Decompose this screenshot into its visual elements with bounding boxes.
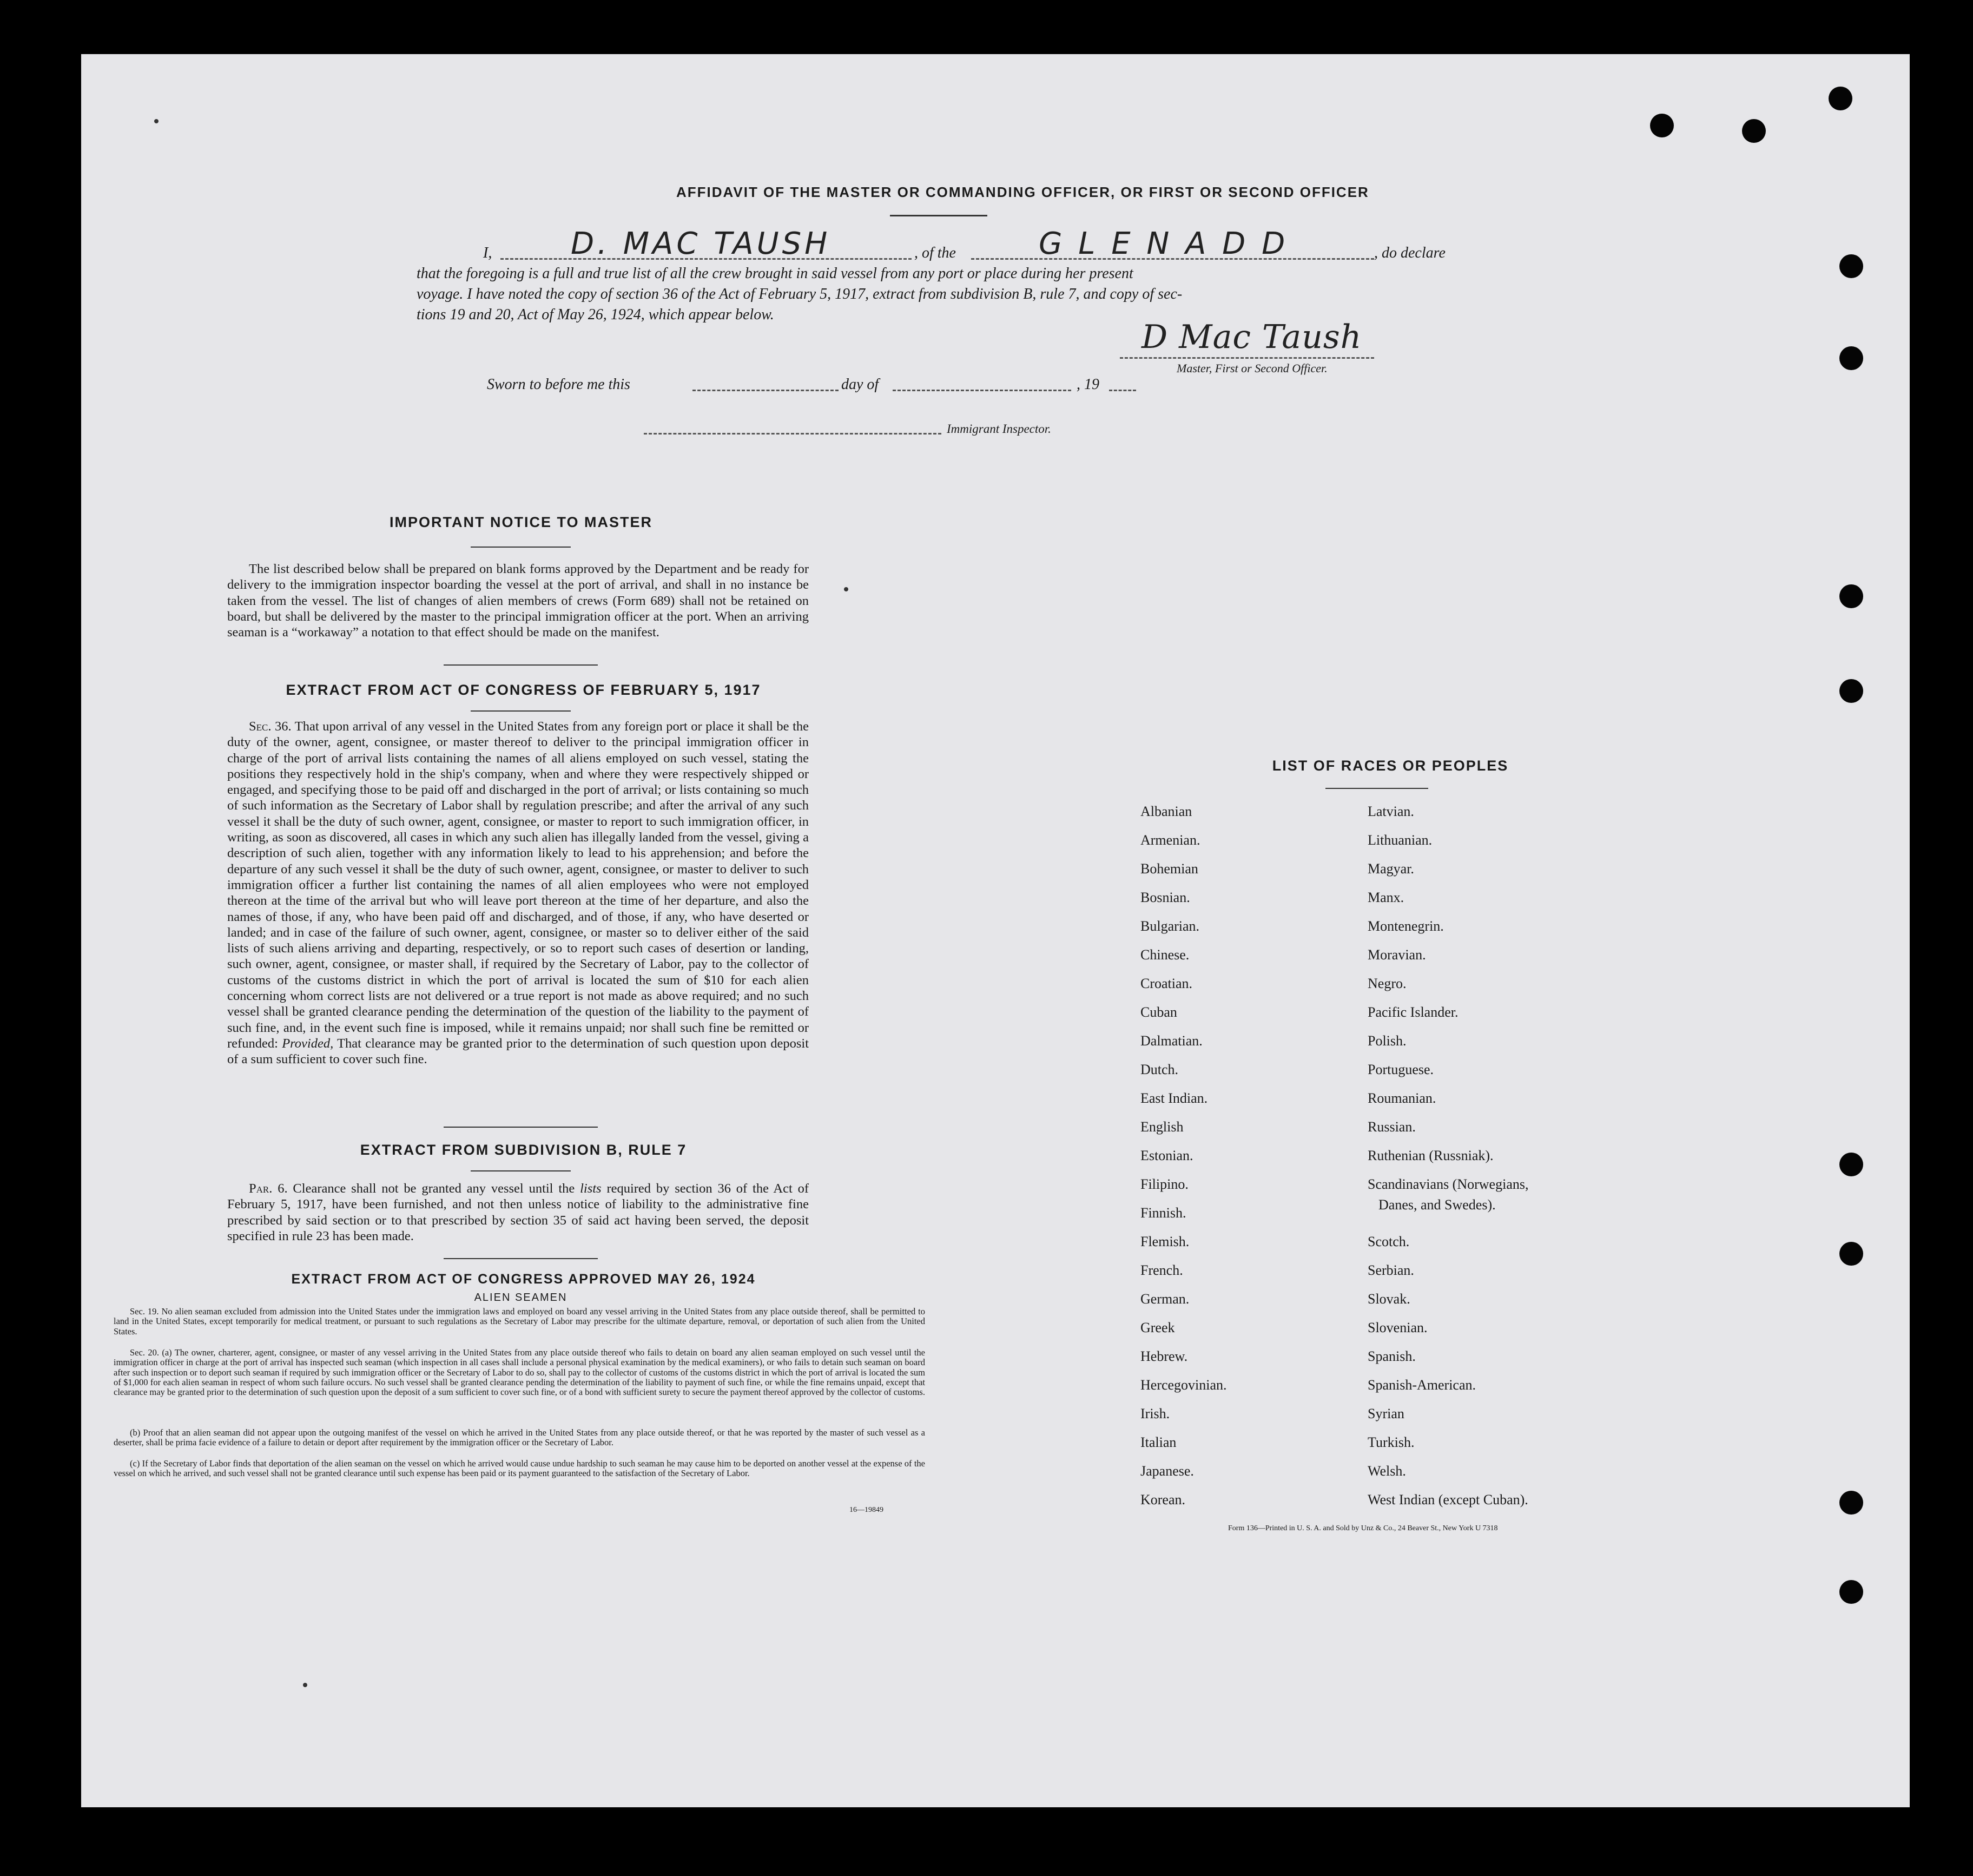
race-item: Flemish.	[1140, 1234, 1190, 1249]
race-item: Finnish.	[1140, 1205, 1186, 1221]
punch-hole	[1829, 87, 1852, 110]
affidavit-title: AFFIDAVIT OF THE MASTER OR COMMANDING OFFICER, OR FIRST OR SECOND OFFICER	[676, 184, 1369, 200]
race-item: English	[1140, 1119, 1184, 1135]
race-item: Albanian	[1140, 804, 1192, 819]
punch-hole	[1839, 346, 1863, 370]
race-item: Bohemian	[1140, 861, 1198, 877]
race-item: Dalmatian.	[1140, 1033, 1203, 1049]
print-code: 16—19849	[849, 1506, 883, 1514]
race-item: Croatian.	[1140, 976, 1193, 991]
race-item: Russian.	[1368, 1119, 1416, 1135]
notice-text: The list described below shall be prepared on blank forms approved by the Department and be ready for delivery to the immigration inspector boarding the vessel at the port of arrival, and shall in no instance be taken from the vessel. The list of changes of alien members of crews (Form 689) shall not be retained on board, but shall be delivered by the master to the principal immigration officer at the port. When an arriving seaman is a “workaway” a notation to that effect should be made on the manifest.	[227, 562, 809, 640]
sec-36-body: That upon arrival of any vessel in the United States from any foreign port or place it shall be the duty of the owner, agent, consignee, or master thereof to deliver to the principal immigration officer in charge of the port of arrival lists containing the names of all aliens employed on such vessel, stating the positions they respectively hold in the ship's company, when and where they were respectively shipped or engaged, and specifying those to be paid off and discharged in the port of arrival; or lists containing so much of such information as the Secretary of Labor shall by regulation prescribe; and after the arrival of any such vessel it shall be the duty of such owner, agent, consignee, or master to report to such immigration officer, in writing, as soon as discovered, all cases in which any such alien has illegally landed from the vessel, giving a description of such alien, together with any information likely to lead to his apprehension; and before the departure of any such vessel it shall be the duty of such owner, agent, consignee, or master to deliver to such immigration officer a further list containing the names of all alien employees who were not employed thereon at the time of the arrival but who will leave port thereon at the time of her departure, and also the names of those, if any, who have been paid off and discharged, and of those, if any, who have deserted or landed; and in case of the failure of such owner, agent, consignee, or master so to deliver either of the said lists of such aliens arriving and departing, respectively, or so to report such cases of desertion or landing, such owner, agent, consignee, or master shall, if required by the Secretary of Labor, pay to the collector of customs of the customs district in which the port of arrival is located the sum of $10 for each alien concerning whom correct lists are not delivered or a true report is not made as above required; and no such vessel shall be granted clearance pending the determination of the question of the liability to the payment of such fine, and, in the event such fine is imposed, while it remains unpaid; nor shall such fine be remitted or refunded:	[227, 719, 809, 1051]
race-item: Polish.	[1368, 1033, 1407, 1049]
race-item: Syrian	[1368, 1406, 1404, 1421]
affidavit-line-3: voyage. I have noted the copy of section 36 of the Act of February 5, 1917, extract from subdivision B, rule 7, and copy of sec-	[417, 286, 1183, 302]
race-item: Slovenian.	[1368, 1320, 1428, 1335]
race-item: Filipino.	[1140, 1176, 1189, 1192]
race-item: Scotch.	[1368, 1234, 1410, 1249]
signature-line	[1120, 357, 1374, 359]
section-divider	[444, 1258, 598, 1259]
race-item: Slovak.	[1368, 1291, 1410, 1307]
vessel-name-handwritten: G L E N A D D	[1039, 226, 1289, 261]
notice-title-rule	[471, 547, 571, 548]
notice-title: IMPORTANT NOTICE TO MASTER	[390, 514, 652, 530]
officer-signature: D Mac Taush	[1141, 318, 1362, 356]
punch-hole	[1839, 679, 1863, 703]
year-label: , 19	[1077, 376, 1099, 393]
section-divider	[444, 1127, 598, 1128]
form-page	[81, 54, 1910, 1807]
race-item: Japanese.	[1140, 1463, 1194, 1479]
lists-word: lists	[580, 1181, 602, 1196]
race-item: Spanish-American.	[1368, 1377, 1476, 1393]
race-item: Latvian.	[1368, 804, 1414, 819]
race-item: Scandinavians (Norwegians,	[1368, 1176, 1529, 1192]
punch-hole	[1839, 254, 1863, 278]
rule-7-text	[227, 1181, 809, 1244]
punch-hole	[1742, 119, 1766, 143]
race-item: Roumanian.	[1368, 1090, 1436, 1106]
punch-hole	[1839, 1153, 1863, 1176]
race-item: Montenegrin.	[1368, 918, 1444, 934]
par-6-body-a: Clearance shall not be granted any vessel until the	[293, 1181, 575, 1196]
race-item: Irish.	[1140, 1406, 1170, 1421]
sec-20b-text: (b) Proof that an alien seaman did not appear upon the outgoing manifest of the vessel on which he arrived in the United States from any place outside thereof, or that he was reported by the master of such vessel as a deserter, shall be prima facie evidence of a failure to detain or deport after requirement by the immigration officer or the Secretary of Labor.	[114, 1427, 925, 1448]
punch-hole	[1839, 1580, 1863, 1604]
race-item: Danes, and Swedes).	[1378, 1197, 1496, 1213]
inspector-line	[644, 433, 941, 435]
race-item: Portuguese.	[1368, 1062, 1434, 1077]
race-item: Spanish.	[1368, 1348, 1416, 1364]
rule-7-title: EXTRACT FROM SUBDIVISION B, RULE 7	[360, 1142, 687, 1158]
race-item: Moravian.	[1368, 947, 1426, 963]
races-title-rule	[1325, 788, 1428, 789]
alien-seamen-subtitle: ALIEN SEAMEN	[474, 1292, 568, 1304]
inspector-caption: Immigrant Inspector.	[947, 422, 1051, 436]
sworn-label: Sworn to before me this	[487, 376, 630, 393]
race-item: Armenian.	[1140, 832, 1200, 848]
act-1917-title-rule	[471, 710, 571, 712]
act-1924-title: EXTRACT FROM ACT OF CONGRESS APPROVED MAY 26, 1924	[291, 1272, 756, 1287]
par-6-body-b: required by section 36 of the Act of February 5, 1917, have been furnished, and not then unless notice of liability to the administrative fine prescribed by said section or to that prescribed by section 35 of said act having been served, the deposit specified in rule 23 has been made.	[227, 1181, 809, 1243]
race-item: Cuban	[1140, 1004, 1177, 1020]
race-item: Welsh.	[1368, 1463, 1406, 1479]
race-item: Bulgarian.	[1140, 918, 1200, 934]
race-item: Dutch.	[1140, 1062, 1179, 1077]
race-item: Ruthenian (Russniak).	[1368, 1148, 1494, 1163]
section-divider	[444, 664, 598, 666]
signature-caption: Master, First or Second Officer.	[1177, 361, 1328, 375]
sec-20c-text: (c) If the Secretary of Labor finds that deportation of the alien seaman on the vessel on which he arrived would cause undue hardship to such seaman he may cause him to be deported on another vessel at the expense of the vessel on which he arrived, and such vessel shall not be granted clearance until such expense has been paid or its payment guaranteed to the satisfaction of the Secretary of Labor.	[114, 1458, 925, 1479]
sec-20a-text: Sec. 20. (a) The owner, charterer, agent, consignee, or master of any vessel arriving in the United States from any place outside thereof who fails to detain on board any alien seaman employed on such vessel until the immigration officer in charge at the port of arrival has inspected such seaman (which inspection in all cases shall include a personal physical examination by the medical examiners), or who fails to detain such seaman on board after such inspection or to deport such seaman if required by such immigration officer or the Secretary of Labor to do so, shall pay to the collector of customs of the customs district in which the port of arrival is located the sum of $1,000 for each alien seaman in respect of whom such failure occurs. No such vessel shall be granted clearance pending the determination of the liability to payment of such fine, or while the fine remains unpaid, except that clearance may be granted prior to the determination of such question upon the deposit of a sum sufficient to cover such fine, or of a bond with sufficient surety to secure the payment thereof approved by the collector of customs.	[114, 1347, 925, 1398]
race-item: Hebrew.	[1140, 1348, 1188, 1364]
punch-hole	[1839, 1491, 1863, 1515]
sec-19-text: Sec. 19. No alien seaman excluded from admission into the United States under the immigration laws and employed on board any vessel arriving in the United States from any place outside thereof, shall be permitted to land in the United States, except temporarily for medical treatment, or pursuant to such regulations as the Secretary of Labor may prescribe for the ultimate departure, removal, or deportation of such alien from the United States.	[114, 1306, 925, 1337]
sec-36-label: Sec. 36.	[249, 719, 292, 734]
race-item: Turkish.	[1368, 1434, 1415, 1450]
race-item: French.	[1140, 1262, 1183, 1278]
race-item: Estonian.	[1140, 1148, 1193, 1163]
race-item: Bosnian.	[1140, 890, 1190, 905]
do-declare-label: , do declare	[1374, 245, 1446, 261]
race-item: West Indian (except Cuban).	[1368, 1492, 1528, 1508]
race-item: Pacific Islander.	[1368, 1004, 1459, 1020]
race-item: Korean.	[1140, 1492, 1186, 1508]
race-item: East Indian.	[1140, 1090, 1208, 1106]
scan-speck	[154, 119, 159, 123]
race-item: Greek	[1140, 1320, 1175, 1335]
race-item: Hercegovinian.	[1140, 1377, 1227, 1393]
act-1917-title: EXTRACT FROM ACT OF CONGRESS OF FEBRUARY 5, 1917	[286, 682, 761, 698]
provided-word: Provided,	[282, 1036, 334, 1051]
race-item: Magyar.	[1368, 861, 1414, 877]
race-item: Negro.	[1368, 976, 1407, 991]
punch-hole	[1650, 114, 1674, 137]
printer-footer: Form 136—Printed in U. S. A. and Sold by Unz & Co., 24 Beaver St., New York U 7318	[1228, 1524, 1498, 1532]
rule-7-title-rule	[471, 1170, 571, 1171]
i-label: I,	[483, 245, 492, 261]
race-item: German.	[1140, 1291, 1190, 1307]
sec-36-body-end: That clearance may be granted prior to the determination of such question upon deposit of a sum sufficient to cover such fine.	[227, 1036, 809, 1067]
race-item: Italian	[1140, 1434, 1177, 1450]
sworn-year-line	[1109, 390, 1136, 391]
master-name-handwritten: D. MAC TAUSH	[571, 226, 831, 261]
race-item: Chinese.	[1140, 947, 1190, 963]
day-of-label: day of	[841, 376, 879, 393]
punch-hole	[1839, 1242, 1863, 1266]
affidavit-line-4: tions 19 and 20, Act of May 26, 1924, which appear below.	[417, 306, 774, 323]
of-the-label: , of the	[914, 245, 956, 261]
scan-speck	[844, 587, 848, 591]
affidavit-line-2: that the foregoing is a full and true list of all the crew brought in said vessel from any port or place during her present	[417, 265, 1133, 282]
sworn-day-line	[692, 390, 839, 391]
scan-speck	[303, 1683, 307, 1687]
punch-hole	[1839, 584, 1863, 608]
par-6-label: Par. 6.	[249, 1181, 288, 1196]
title-rule	[890, 215, 987, 216]
sworn-month-line	[893, 390, 1071, 391]
race-item: Manx.	[1368, 890, 1404, 905]
race-item: Lithuanian.	[1368, 832, 1433, 848]
races-title: LIST OF RACES OR PEOPLES	[1272, 758, 1509, 774]
race-item: Serbian.	[1368, 1262, 1414, 1278]
act-1917-text	[227, 719, 809, 1068]
